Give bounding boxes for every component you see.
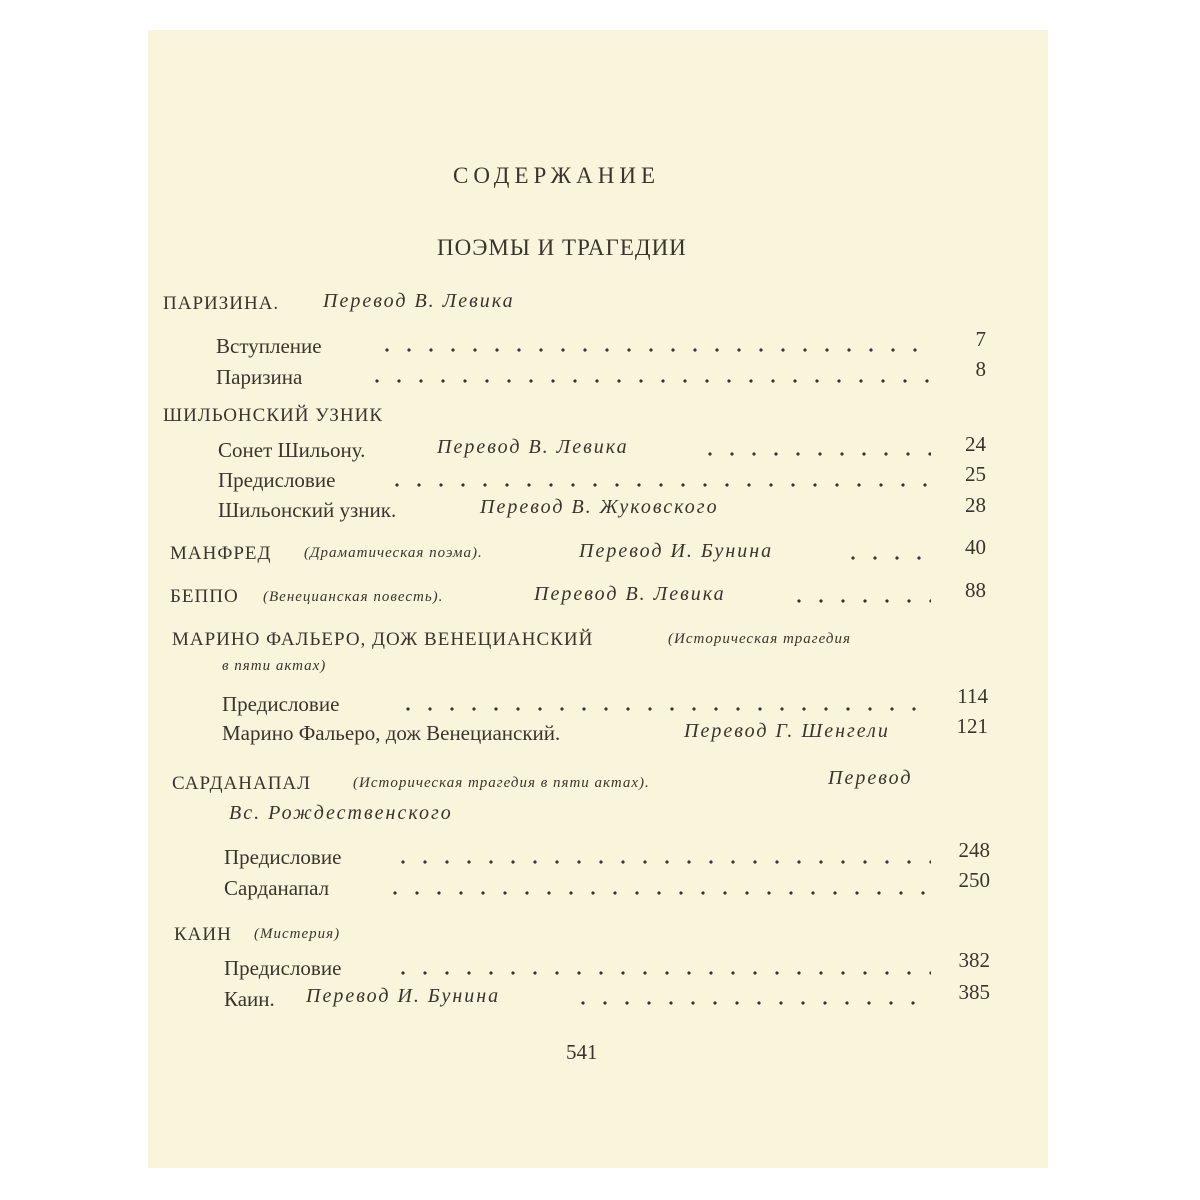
work-subtitle: (Венецианская повесть). bbox=[263, 589, 444, 605]
leader-dots bbox=[397, 707, 931, 711]
leader-dots bbox=[392, 860, 931, 864]
work-title-manfred: МАНФРЕД bbox=[170, 543, 272, 564]
toc-entry-page: 28 bbox=[965, 493, 986, 517]
leader-dots bbox=[386, 483, 931, 487]
leader-dots bbox=[699, 452, 931, 456]
page-number: 541 bbox=[566, 1040, 598, 1064]
toc-entry-translator: Перевод В. Левика bbox=[437, 436, 629, 458]
toc-entry-label: Предисловие bbox=[222, 692, 340, 716]
toc-entry-page: 385 bbox=[958, 980, 990, 1004]
translator-manfred: Перевод И. Бунина bbox=[579, 540, 774, 562]
toc-entry-label: Предисловие bbox=[224, 845, 342, 869]
toc-entry-label: Шильонский узник. bbox=[218, 498, 397, 522]
toc-entry-page: 88 bbox=[965, 578, 986, 602]
work-subtitle: (Драматическая поэма). bbox=[304, 545, 483, 561]
work-subtitle: (Историческая трагедия в пяти актах). bbox=[353, 775, 650, 791]
toc-entry-label: Предисловие bbox=[218, 468, 336, 492]
toc-entry-translator: Перевод Г. Шенгели bbox=[684, 720, 890, 742]
toc-entry-translator: Перевод И. Бунина bbox=[306, 985, 501, 1007]
work-title-chillon: ШИЛЬОНСКИЙ УЗНИК bbox=[163, 405, 384, 426]
work-subtitle: в пяти актах) bbox=[222, 658, 327, 674]
work-title-marino: МАРИНО ФАЛЬЕРО, ДОЖ ВЕНЕЦИАНСКИЙ bbox=[172, 629, 594, 650]
work-title-cain: КАИН bbox=[174, 924, 232, 945]
toc-entry-page: 121 bbox=[956, 714, 988, 738]
toc-entry-label: Сонет Шильону. bbox=[218, 438, 366, 462]
translator-sardanapal: Перевод bbox=[828, 767, 913, 789]
work-title-sardanapal: САРДАНАПАЛ bbox=[172, 773, 312, 794]
translator-parisina: Перевод В. Левика bbox=[323, 290, 515, 312]
toc-entry-label: Предисловие bbox=[224, 956, 342, 980]
leader-dots bbox=[366, 379, 931, 383]
toc-entry-page: 248 bbox=[958, 838, 990, 862]
toc-entry-label: Марино Фальеро, дож Венецианский. bbox=[222, 721, 561, 745]
toc-entry-label: Вступление bbox=[216, 334, 322, 358]
toc-entry-page: 8 bbox=[975, 357, 986, 381]
toc-entry-page: 250 bbox=[958, 868, 990, 892]
work-title-beppo: БЕППО bbox=[170, 586, 239, 607]
toc-entry-translator: Перевод В. Жуковского bbox=[480, 496, 719, 518]
contents-heading: СОДЕРЖАНИЕ bbox=[453, 163, 661, 188]
work-title-parisina: ПАРИЗИНА. bbox=[163, 293, 280, 314]
toc-entry-label: Каин. bbox=[224, 987, 275, 1011]
section-title: ПОЭМЫ И ТРАГЕДИИ bbox=[437, 235, 687, 260]
toc-entry-page: 40 bbox=[965, 535, 986, 559]
work-subtitle: (Мистерия) bbox=[254, 926, 341, 942]
toc-entry-page: 25 bbox=[965, 462, 986, 486]
toc-entry-page: 382 bbox=[958, 948, 990, 972]
toc-entry-label: Паризина bbox=[216, 365, 303, 389]
toc-entry-label: Сарданапал bbox=[224, 876, 330, 900]
leader-dots bbox=[392, 971, 931, 975]
toc-entry-page: 7 bbox=[975, 327, 986, 351]
translator-sardanapal-cont: Вс. Рождественского bbox=[229, 802, 453, 824]
translator-beppo: Перевод В. Левика bbox=[534, 583, 726, 605]
leader-dots bbox=[384, 891, 931, 895]
work-subtitle: (Историческая трагедия bbox=[668, 631, 851, 647]
leader-dots bbox=[376, 348, 931, 352]
leader-dots bbox=[572, 1001, 931, 1005]
toc-entry-page: 24 bbox=[965, 432, 986, 456]
toc-entry-page: 114 bbox=[957, 684, 988, 708]
